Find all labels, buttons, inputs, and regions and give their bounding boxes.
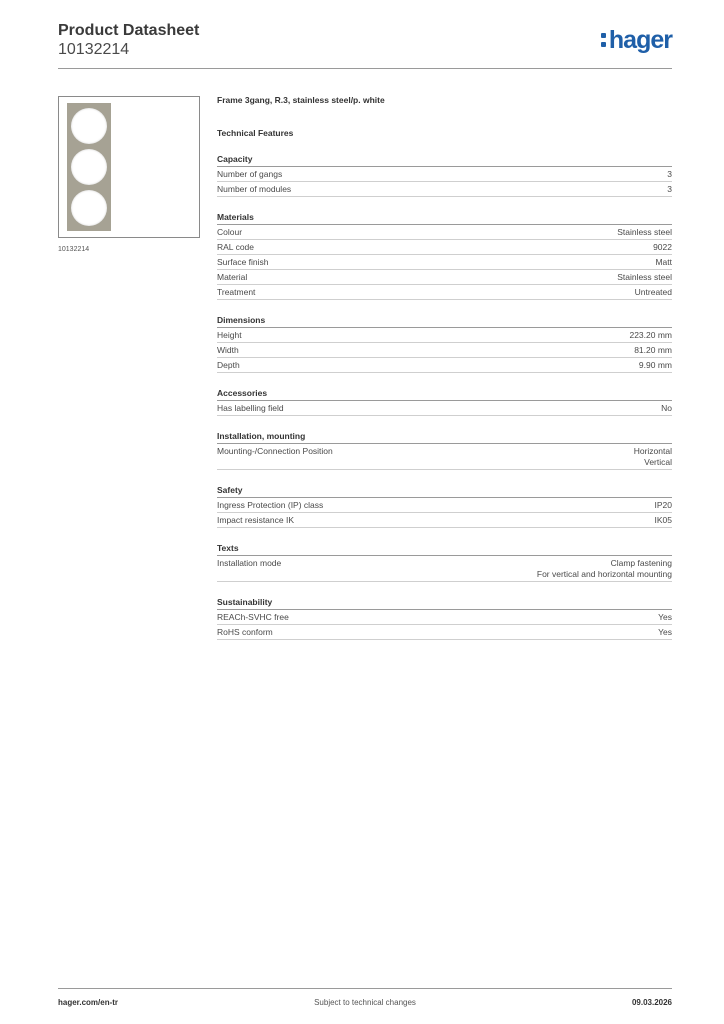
spec-label: Material	[217, 272, 248, 282]
section-materials	[217, 212, 672, 300]
spec-value-line: Clamp fastening	[610, 558, 672, 568]
spec-value: 9022	[653, 242, 672, 252]
spec-row	[217, 255, 672, 270]
spec-label: Mounting-/Connection Position	[217, 446, 333, 456]
section-safety	[217, 485, 672, 528]
spec-value-line: For vertical and horizontal mounting	[536, 569, 672, 579]
spec-label: RoHS conform	[217, 627, 273, 637]
spec-value: 3	[667, 184, 672, 194]
spec-label: Impact resistance IK	[217, 515, 295, 525]
technical-features-heading: Technical Features	[217, 128, 294, 138]
section-sustainability	[217, 597, 672, 640]
doc-number: 10132214	[58, 41, 130, 58]
spec-row	[217, 358, 672, 373]
logo-text: hager	[608, 26, 672, 54]
spec-row	[217, 182, 672, 197]
spec-value-line: Vertical	[644, 457, 672, 467]
spec-row	[217, 498, 672, 513]
frame-opening	[71, 190, 107, 226]
spec-label: Has labelling field	[217, 403, 284, 413]
spec-value: 223.20 mm	[629, 330, 672, 340]
spec-label: Ingress Protection (IP) class	[217, 500, 324, 510]
spec-row	[217, 610, 672, 625]
spec-label: REACh-SVHC free	[217, 612, 289, 622]
section-installation	[217, 431, 672, 470]
hager-logo	[601, 26, 672, 55]
spec-value: Yes	[658, 612, 672, 622]
doc-title: Product Datasheet	[58, 22, 200, 39]
spec-value	[634, 446, 672, 468]
footer-date: 09.03.2026	[631, 998, 672, 1007]
spec-value: No	[661, 403, 672, 413]
spec-row	[217, 513, 672, 528]
spec-row	[217, 625, 672, 640]
spec-value: Stainless steel	[617, 272, 672, 282]
spec-row	[217, 167, 672, 182]
spec-value: 3	[667, 169, 672, 179]
spec-label: Depth	[217, 360, 240, 370]
footer-notice: Subject to technical changes	[314, 998, 416, 1007]
frame-opening	[71, 108, 107, 144]
spec-value	[537, 558, 672, 580]
spec-row	[217, 225, 672, 240]
spec-label: Height	[217, 330, 242, 340]
spec-value: IK05	[654, 515, 672, 525]
spec-label: Width	[217, 345, 239, 355]
logo-dots-icon	[601, 33, 607, 47]
spec-row	[217, 240, 672, 255]
spec-value: Untreated	[634, 287, 672, 297]
spec-label: RAL code	[217, 242, 255, 252]
spec-value: 81.20 mm	[634, 345, 672, 355]
section-texts	[217, 543, 672, 582]
spec-value: 9.90 mm	[638, 360, 672, 370]
spec-row	[217, 343, 672, 358]
product-image	[58, 96, 200, 238]
header-divider	[58, 68, 672, 69]
frame-3gang-picture	[67, 103, 111, 231]
spec-row	[217, 270, 672, 285]
spec-label: Number of gangs	[217, 169, 283, 179]
spec-row	[217, 444, 672, 470]
section-title: Dimensions	[217, 315, 672, 328]
spec-value: IP20	[654, 500, 672, 510]
footer-divider	[58, 988, 672, 989]
section-title: Texts	[217, 543, 672, 556]
section-accessories	[217, 388, 672, 416]
spec-content	[217, 95, 672, 640]
spec-label: Installation mode	[217, 558, 282, 568]
section-title: Materials	[217, 212, 672, 225]
spec-row	[217, 285, 672, 300]
spec-row	[217, 328, 672, 343]
section-capacity	[217, 154, 672, 197]
spec-row	[217, 556, 672, 582]
spec-label: Colour	[217, 227, 243, 237]
spec-label: Treatment	[217, 287, 256, 297]
product-description: Frame 3gang, R.3, stainless steel/p. white	[217, 95, 385, 105]
section-title: Safety	[217, 485, 672, 498]
section-dimensions	[217, 315, 672, 373]
section-title: Capacity	[217, 154, 672, 167]
spec-value-line: Horizontal	[633, 446, 672, 456]
footer-website-link[interactable]: hager.com/en-tr	[58, 998, 119, 1007]
page-header	[58, 22, 672, 70]
spec-label: Number of modules	[217, 184, 292, 194]
section-title: Sustainability	[217, 597, 672, 610]
spec-row	[217, 401, 672, 416]
section-title: Installation, mounting	[217, 431, 672, 444]
spec-value: Stainless steel	[617, 227, 672, 237]
spec-label: Surface finish	[217, 257, 269, 267]
spec-value: Yes	[658, 627, 672, 637]
frame-opening	[71, 149, 107, 185]
section-title: Accessories	[217, 388, 672, 401]
spec-value: Matt	[655, 257, 672, 267]
image-caption: 10132214	[58, 246, 90, 253]
